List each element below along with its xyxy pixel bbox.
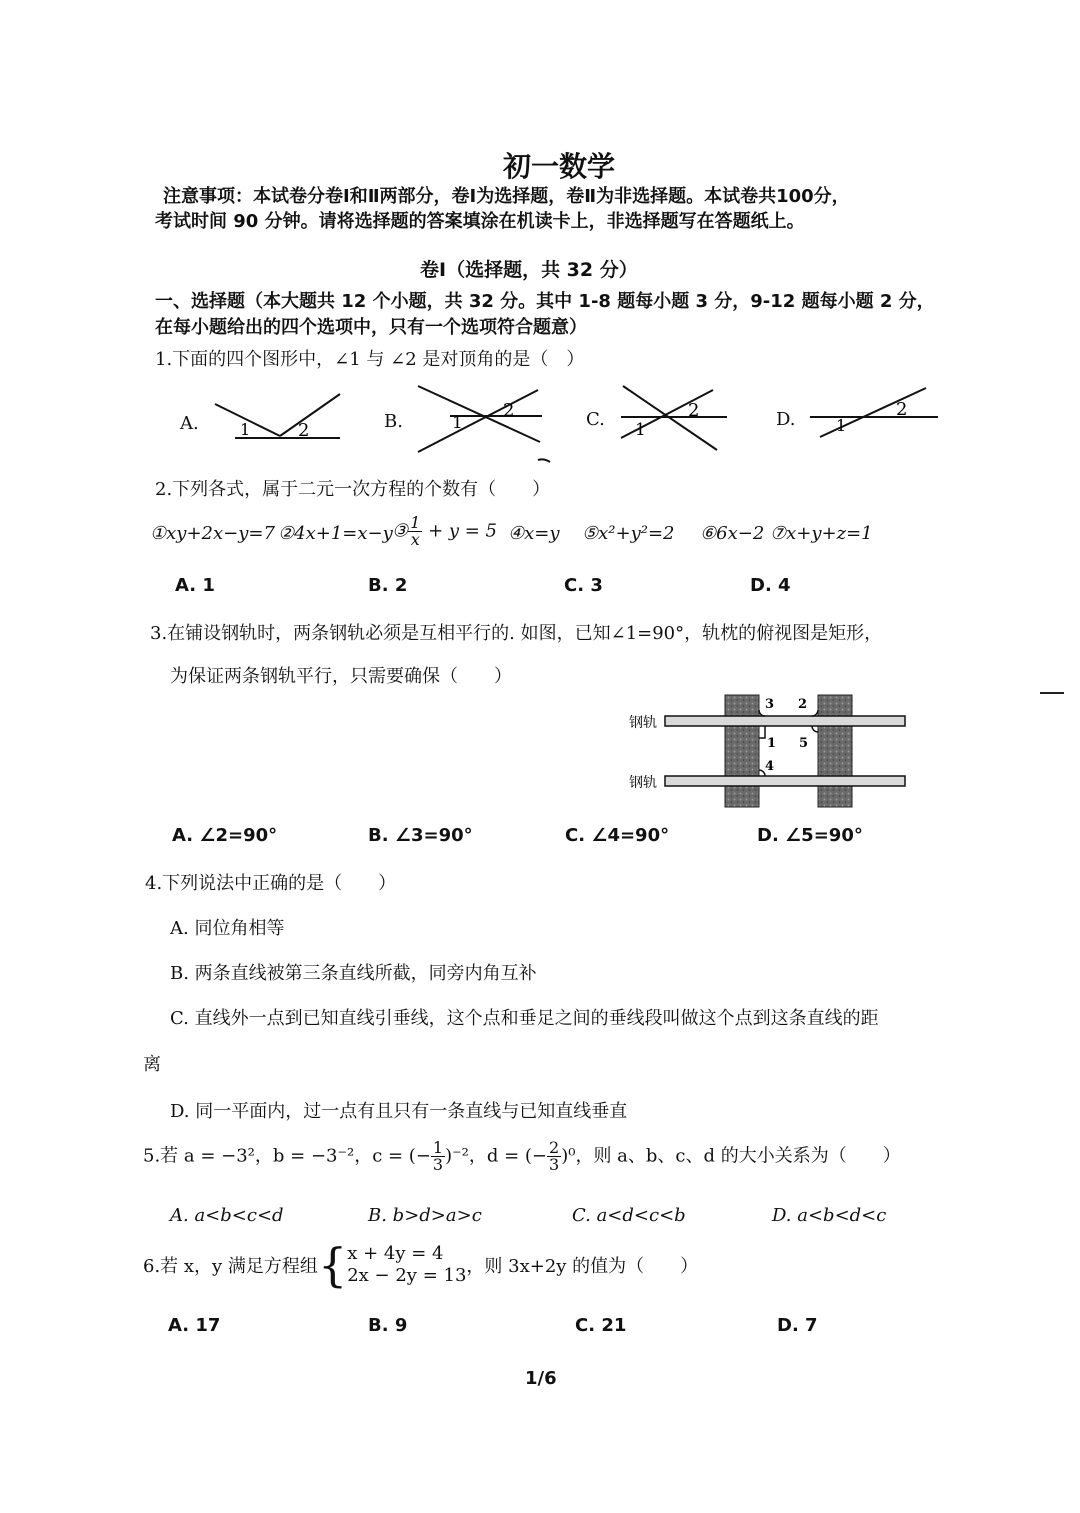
- q1-option-c-label: C.: [586, 409, 605, 430]
- part-intro-line-2: 在每小题给出的四个选项中，只有一个选项符合题意）: [155, 317, 587, 338]
- q2-option-b: B. 2: [368, 575, 408, 596]
- notice-line-1: 注意事项：本试卷分卷Ⅰ和Ⅱ两部分，卷Ⅰ为选择题，卷Ⅱ为非选择题。本试卷共100分，: [163, 186, 850, 207]
- q5-c-num: 1: [432, 1138, 444, 1157]
- q3-option-b: B. ∠3=90°: [368, 825, 473, 846]
- q6-eq-2: 2x − 2y = 13: [347, 1265, 467, 1286]
- q1-d-angle-1: 1: [836, 416, 847, 435]
- scan-mark: [1040, 692, 1064, 694]
- q3-angle-1: 1: [767, 736, 777, 751]
- q1-a-angle-2: 2: [298, 420, 310, 441]
- q5-part-2: )⁻²，d = (−: [445, 1145, 548, 1167]
- q1-figure-c: [615, 380, 735, 455]
- q3-option-a: A. ∠2=90°: [172, 825, 278, 846]
- q4-option-d: D. 同一平面内，过一点有且只有一条直线与已知直线垂直: [170, 1101, 628, 1122]
- q6-equation-system: [347, 1243, 466, 1287]
- q5-d-num: 2: [549, 1138, 560, 1157]
- q5-option-b: B. b>d>a>c: [368, 1205, 482, 1226]
- q3-stem-line-1: 3.在铺设钢轨时，两条钢轨必须是互相平行的. 如图，已知∠1=90°，轨枕的俯视图是矩形，: [150, 623, 883, 644]
- q2-option-a: A. 1: [175, 575, 215, 596]
- q4-option-c-line-2: 离: [143, 1054, 161, 1075]
- q2-item-5: ⑤x²+y²=2: [582, 523, 675, 544]
- q5-part-3: )⁰，则 a、b、c、d 的大小关系为（ ）: [561, 1145, 901, 1167]
- q6-option-d: D. 7: [777, 1315, 818, 1336]
- page-number: 1/6: [525, 1368, 557, 1389]
- q5-d-den: 3: [549, 1155, 560, 1174]
- q1-b-angle-2: 2: [503, 400, 515, 421]
- q4-stem: 4.下列说法中正确的是（ ）: [145, 873, 397, 894]
- q6-option-b: B. 9: [368, 1315, 408, 1336]
- q5-d-fraction: [547, 1140, 561, 1173]
- q5-c-fraction: [431, 1140, 445, 1173]
- notice-line-2: 考试时间 90 分钟。请将选择题的答案填涂在机读卡上，非选择题写在答题纸上。: [155, 211, 805, 232]
- q2-item-2: ②4x+1=x−y: [278, 523, 393, 544]
- q1-b-angle-1: 1: [452, 413, 463, 433]
- q2-item-3-num: 1: [410, 513, 421, 532]
- q1-option-a-label: A.: [180, 413, 199, 434]
- q3-stem-line-2: 为保证两条钢轨平行，只需要确保（ ）: [170, 666, 512, 687]
- q4-option-a: A. 同位角相等: [170, 918, 285, 939]
- section-heading: 卷Ⅰ（选择题，共 32 分）: [420, 259, 638, 281]
- q1-a-angle-1: 1: [240, 420, 251, 439]
- q5-option-c: C. a<d<c<b: [572, 1205, 686, 1226]
- q2-item-4: ④x=y: [508, 523, 560, 544]
- q4-option-c-line-1: C. 直线外一点到已知直线引垂线，这个点和垂足之间的垂线段叫做这个点到这条直线的距: [170, 1008, 879, 1029]
- q1-figure-d: [808, 385, 943, 450]
- q2-item-7: ⑦x+y+z=1: [770, 523, 873, 544]
- q2-option-d: D. 4: [750, 575, 791, 596]
- q3-angle-4: 4: [765, 759, 775, 774]
- q2-item-3-suffix: + y = 5: [428, 520, 498, 542]
- q2-stem: 2.下列各式，属于二元一次方程的个数有（ ）: [155, 479, 551, 500]
- q2-item-3-den: x: [410, 530, 420, 549]
- q2-item-3-fraction: [408, 515, 422, 548]
- q6-option-a: A. 17: [168, 1315, 221, 1336]
- q1-c-angle-1: 1: [635, 420, 646, 440]
- q3-rail-label-top: 钢轨: [629, 715, 657, 731]
- q3-angle-2: 2: [798, 697, 808, 712]
- q3-rail-figure: [625, 690, 915, 815]
- q5-option-a: A. a<b<c<d: [170, 1205, 284, 1226]
- q6-eq-1: x + 4y = 4: [347, 1243, 444, 1264]
- q3-angle-3: 3: [765, 697, 775, 712]
- q3-rail-bottom: [665, 776, 905, 786]
- q6-stem: [143, 1238, 699, 1292]
- q3-option-c: C. ∠4=90°: [565, 825, 670, 846]
- q1-option-b-label: B.: [384, 411, 403, 432]
- q1-figure-a: [205, 388, 350, 448]
- q3-sleeper-right: [818, 695, 852, 807]
- part-intro-line-1: 一、选择题（本大题共 12 个小题，共 32 分。其中 1-8 题每小题 3 分，9-12 题每小题 2 分，: [155, 291, 935, 312]
- q3-option-d: D. ∠5=90°: [757, 825, 863, 846]
- q1-c-angle-2: 2: [688, 400, 700, 421]
- q6-brace: {: [317, 1238, 348, 1292]
- q1-figure-b: [410, 378, 555, 473]
- q2-option-c: C. 3: [564, 575, 603, 596]
- q6-suffix: ，则 3x+2y 的值为（ ）: [466, 1256, 699, 1277]
- q2-item-3-prefix: ③: [392, 520, 409, 542]
- q5-part-1: 5.若 a = −3²，b = −3⁻²，c = (−: [143, 1145, 431, 1167]
- q3-rail-label-bottom: 钢轨: [629, 775, 657, 791]
- q5-c-den: 3: [432, 1155, 444, 1174]
- q5-option-d: D. a<b<d<c: [772, 1205, 887, 1226]
- q1-option-d-label: D.: [776, 409, 796, 430]
- q3-sleeper-left: [725, 695, 759, 807]
- q6-prefix: 6.若 x，y 满足方程组: [143, 1256, 318, 1277]
- page-title: 初一数学: [503, 150, 616, 183]
- q2-item-1: ①xy+2x−y=7: [150, 523, 275, 544]
- q2-item-6: ⑥6x−2: [700, 523, 765, 544]
- q3-rail-top: [665, 716, 905, 726]
- q6-option-c: C. 21: [575, 1315, 627, 1336]
- q1-d-angle-2: 2: [896, 399, 908, 420]
- q1-stem: 1.下面的四个图形中，∠1 与 ∠2 是对顶角的是（ ）: [155, 349, 585, 370]
- q3-angle-5: 5: [799, 736, 809, 751]
- q5-stem: [143, 1140, 901, 1173]
- q4-option-b: B. 两条直线被第三条直线所截，同旁内角互补: [170, 963, 537, 984]
- q2-item-3: [392, 515, 497, 548]
